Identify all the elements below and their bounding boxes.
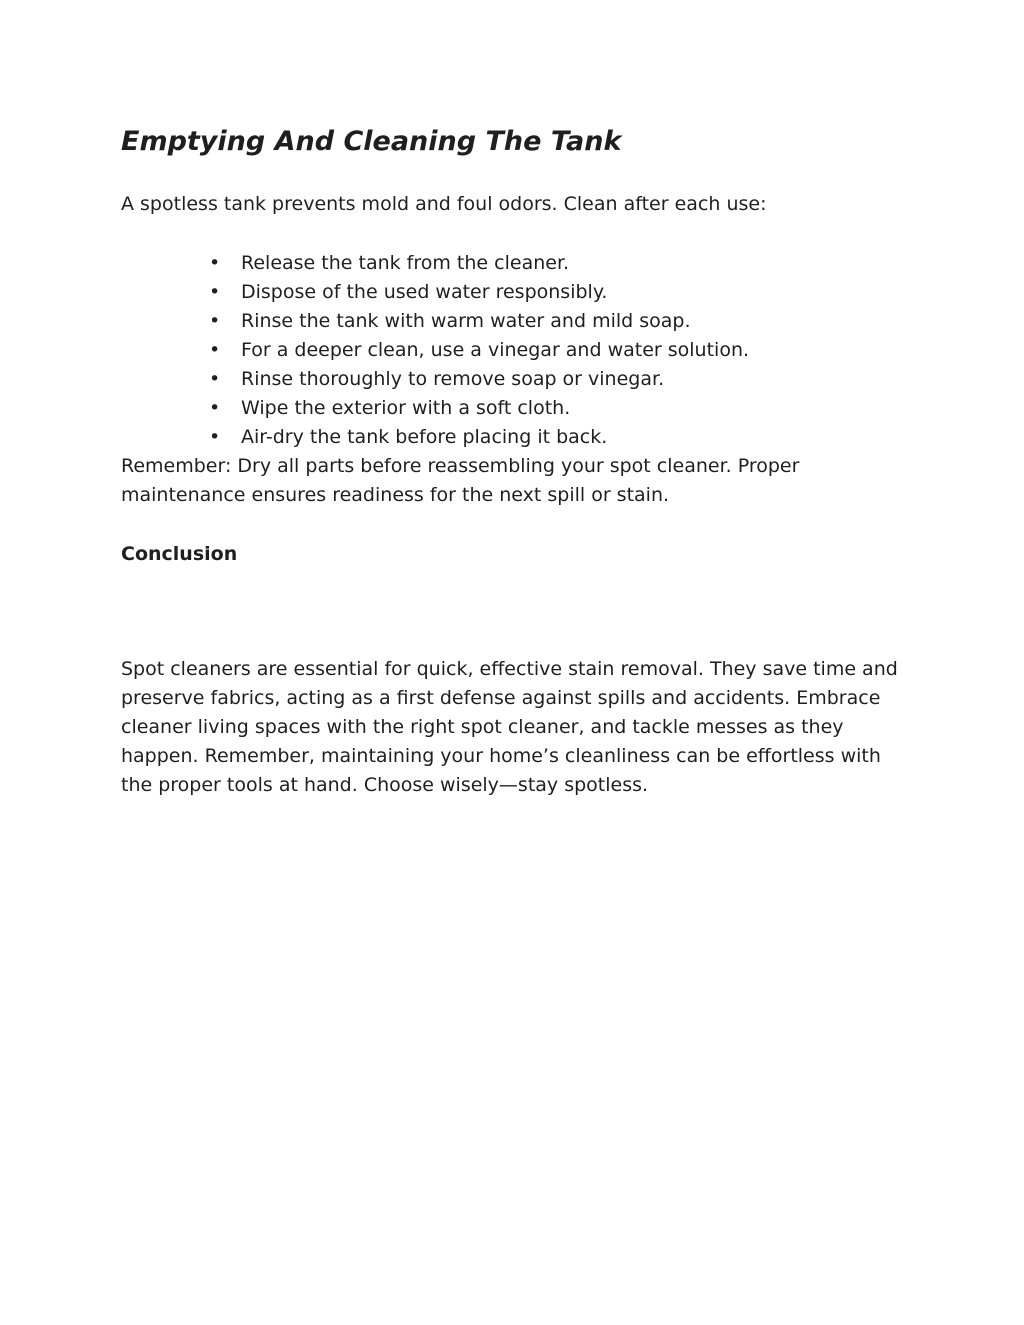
conclusion-paragraph: Spot cleaners are essential for quick, effective stain removal. They save time and preserve fabrics, acting as a first defense against spills and accidents. Embrace cleaner living spaces with the right spot cleaner, and tackle messes as they happen. Remember, maintaining your home’s cleanliness can be effortless with the proper tools at hand. Choose wisely—stay spotless.	[121, 658, 898, 796]
list-item	[121, 278, 749, 307]
list-item	[121, 249, 749, 278]
list-item	[121, 394, 749, 423]
conclusion-heading: Conclusion	[121, 543, 238, 565]
list-item-text: Air-dry the tank before placing it back.	[241, 426, 608, 448]
bullet-icon: •	[209, 368, 221, 390]
section-heading: Emptying And Cleaning The Tank	[121, 126, 622, 157]
bullet-icon: •	[209, 426, 221, 448]
list-item	[121, 307, 749, 336]
list-item-text: Wipe the exterior with a soft cloth.	[241, 397, 571, 419]
remember-paragraph: Remember: Dry all parts before reassembling your spot cleaner. Proper maintenance ensures readiness for the next spill or stain.	[121, 455, 800, 506]
list-item	[121, 423, 749, 452]
list-item-text: For a deeper clean, use a vinegar and water solution.	[241, 339, 750, 361]
list-item-text: Rinse the tank with warm water and mild soap.	[241, 310, 691, 332]
list-item	[121, 365, 749, 394]
list-item	[121, 336, 749, 365]
cleaning-steps-list	[121, 249, 749, 452]
bullet-icon: •	[209, 339, 221, 361]
bullet-icon: •	[209, 310, 221, 332]
list-item-text: Rinse thoroughly to remove soap or vinegar.	[241, 368, 665, 390]
bullet-icon: •	[209, 281, 221, 303]
list-item-text: Dispose of the used water responsibly.	[241, 281, 608, 303]
bullet-icon: •	[209, 397, 221, 419]
intro-paragraph: A spotless tank prevents mold and foul odors. Clean after each use:	[121, 193, 767, 215]
list-item-text: Release the tank from the cleaner.	[241, 252, 570, 274]
bullet-icon: •	[209, 252, 221, 274]
